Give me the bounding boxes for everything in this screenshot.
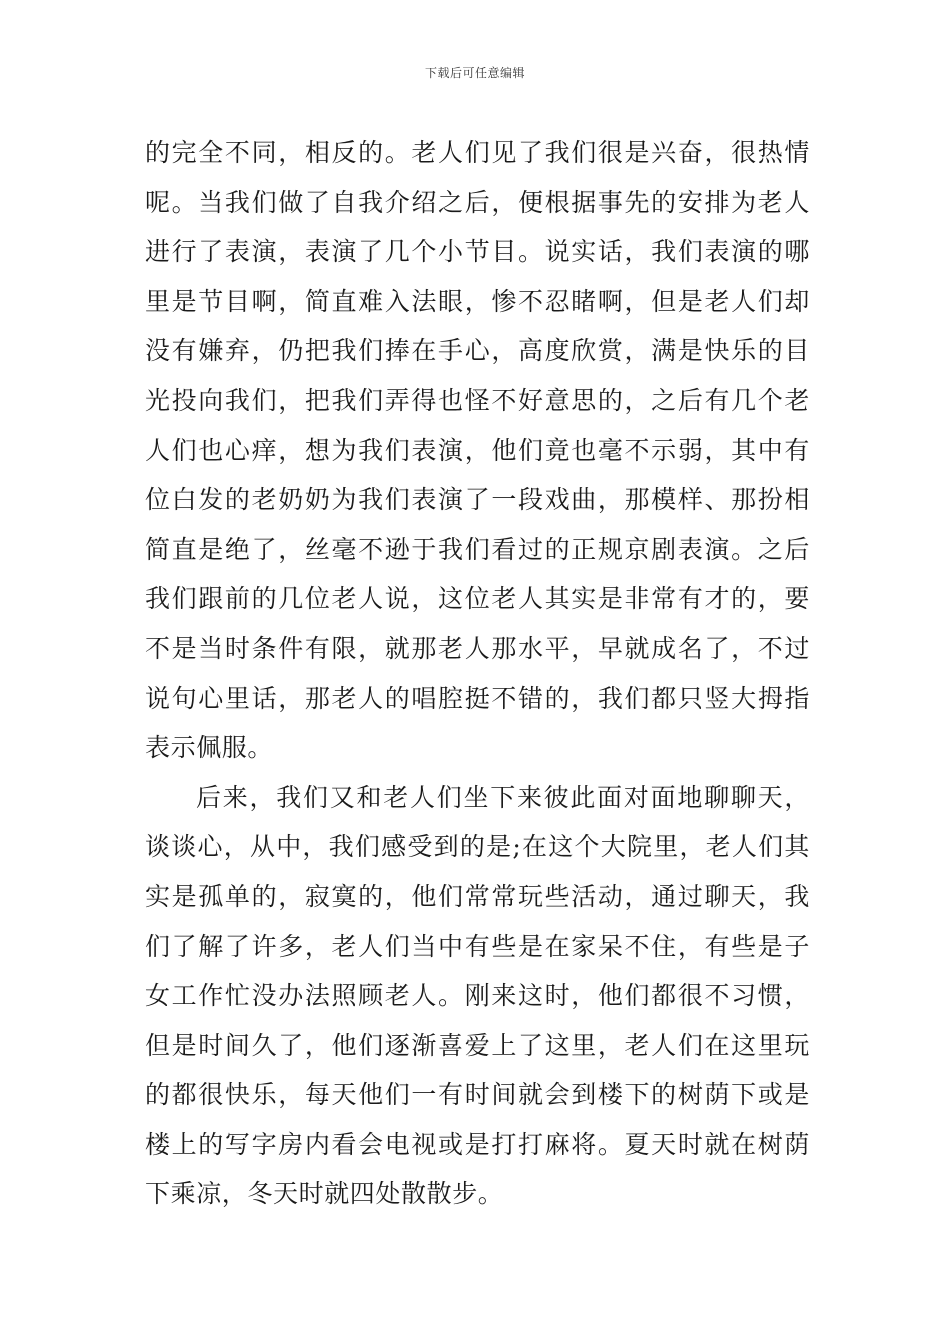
document-body (145, 128, 810, 1219)
text-line: 简直是绝了，丝毫不逊于我们看过的正规京剧表演。之后 (145, 534, 810, 564)
text-line: 呢。当我们做了自我介绍之后，便根据事先的安排为老人 (145, 187, 810, 217)
text-line: 位白发的老奶奶为我们表演了一段戏曲，那模样、那扮相 (145, 485, 810, 515)
text-line: 没有嫌弃，仍把我们捧在手心，高度欣赏，满是快乐的目 (145, 336, 810, 366)
text-line: 进行了表演，表演了几个小节目。说实话，我们表演的哪 (145, 237, 810, 267)
text-line: 光投向我们，把我们弄得也怪不好意思的，之后有几个老 (145, 385, 810, 415)
text-line: 的完全不同，相反的。老人们见了我们很是兴奋，很热情 (145, 138, 810, 167)
text-line: 但是时间久了，他们逐渐喜爱上了这里，老人们在这里玩 (145, 1030, 810, 1060)
text-line: 的都很快乐，每天他们一有时间就会到楼下的树荫下或是 (145, 1080, 810, 1110)
paragraph-2 (145, 773, 810, 1219)
page-header: 下载后可任意编辑 (424, 66, 525, 80)
text-line: 不是当时条件有限，就那老人那水平，早就成名了，不过 (145, 633, 810, 663)
text-line: 实是孤单的，寂寞的，他们常常玩些活动，通过聊天，我 (145, 881, 810, 911)
text-line: 们了解了许多，老人们当中有些是在家呆不住，有些是子 (145, 931, 810, 961)
text-line: 下乘凉，冬天时就四处散散步。 (145, 1179, 504, 1209)
text-line: 后来，我们又和老人们坐下来彼此面对面地聊聊天， (196, 782, 810, 812)
text-line: 我们跟前的几位老人说，这位老人其实是非常有才的，要 (145, 584, 810, 614)
text-line: 女工作忙没办法照顾老人。刚来这时，他们都很不习惯， (145, 981, 810, 1011)
text-line: 里是节目啊，简直难入法眼，惨不忍睹啊，但是老人们却 (145, 286, 810, 316)
text-line: 表示佩服。 (145, 733, 274, 763)
text-line: 谈谈心，从中，我们感受到的是;在这个大院里，老人们其 (145, 832, 810, 862)
text-line: 人们也心痒，想为我们表演，他们竟也毫不示弱，其中有 (145, 435, 810, 465)
paragraph-1 (145, 128, 810, 773)
text-line: 楼上的写字房内看会电视或是打打麻将。夏天时就在树荫 (145, 1129, 810, 1159)
text-line: 说句心里话，那老人的唱腔挺不错的，我们都只竖大拇指 (145, 683, 810, 713)
